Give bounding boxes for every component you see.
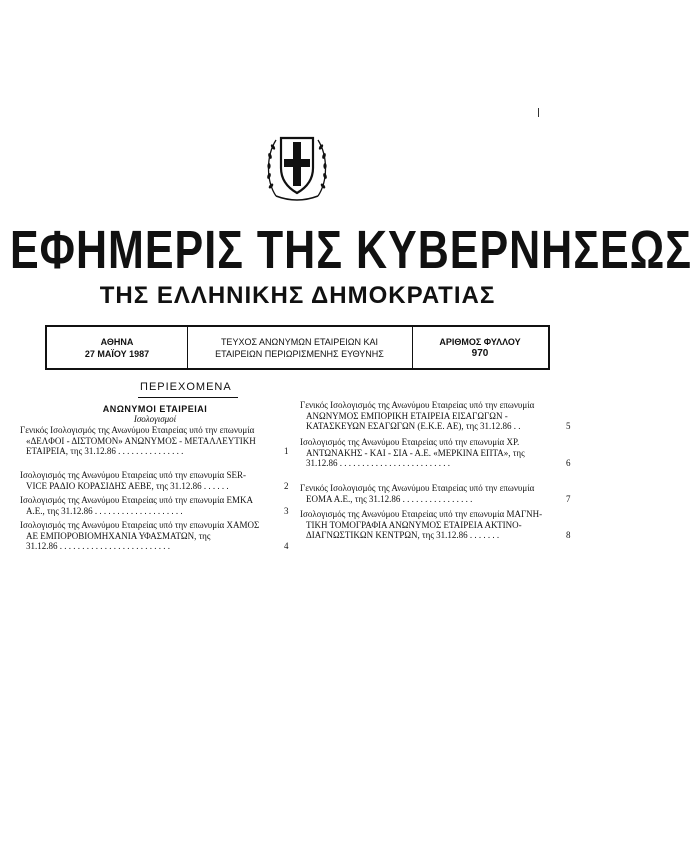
page-corner-mark — [538, 108, 539, 117]
sheet-number: 970 — [471, 347, 489, 359]
entry-line: ΕΟΜΑ Α.Ε., της 31.12.86 . . . . . . . . . . . . . . . . — [306, 493, 473, 504]
issue-series — [187, 327, 413, 368]
entry-page-number: 7 — [566, 493, 571, 504]
subsection-heading: Ισολογισμοί — [133, 414, 177, 424]
contents-entry[interactable] — [20, 425, 289, 457]
entry-page-number: 4 — [284, 541, 289, 551]
entry-line: ΚΑΤΑΣΚΕΥΩΝ ΕΣΑΓΩΓΩΝ (Ε.Κ.Ε. ΑΕ), της 31.12.86 . . — [306, 421, 521, 431]
entry-page-number: 5 — [566, 421, 571, 431]
contents-entry[interactable] — [20, 495, 289, 516]
entry-line: 31.12.86 . . . . . . . . . . . . . . . . . . . . . . . . . — [306, 458, 450, 468]
contents-heading: ΠΕΡΙΕΧΟΜΕΝΑ — [140, 381, 232, 393]
gazette-title: ΕΦΗΜΕΡΙΣ ΤΗΣ ΚΥΒΕΡΝΗΣΕΩΣ — [10, 220, 692, 281]
sheet-number-label: ΑΡΙΘΜΟΣ ΦΥΛΛΟΥ — [439, 336, 521, 347]
issue-city: ΑΘΗΝΑ — [100, 336, 134, 347]
entry-line: Γενικός Ισολογισμός της Ανωνύμου Εταιρείας υπό την επωνυμία — [20, 425, 255, 435]
issue-series-line1: ΤΕΥΧΟΣ ΑΝΩΝΥΜΩΝ ΕΤΑΙΡΕΙΩΝ ΚΑΙ — [220, 336, 379, 347]
section-heading: ΑΝΩΝΥΜΟΙ ΕΤΑΙΡΕΙΑΙ — [102, 404, 208, 414]
entry-line: ΑΕ ΕΜΠΟΡΟΒΙΟΜΗΧΑΝΙΑ ΥΦΑΣΜΑΤΩΝ, της — [26, 530, 211, 541]
entry-line: ΑΝΩΝΥΜΟΣ ΕΜΠΟΡΙΚΗ ΕΤΑΙΡΕΙΑ ΕΙΣΑΓΩΓΩΝ - — [306, 410, 508, 421]
contents-entry[interactable] — [300, 509, 571, 541]
entry-page-number: 3 — [284, 505, 289, 516]
entry-line: ΑΝΤΩΝΑΚΗΣ - ΚΑΙ - ΣΙΑ - Α.Ε. «ΜΕΡΚΙΝΑ ΕΠΤΑ», της — [306, 447, 525, 458]
entry-line: Ισολογισμός της Ανωνύμου Εταιρείας υπό την επωνυμία ΧΑΜΟΣ — [20, 520, 260, 530]
greek-coat-of-arms-icon — [262, 126, 332, 206]
contents-heading-underline — [138, 397, 238, 398]
gazette-subtitle: ΤΗΣ ΕΛΛΗΝΙΚΗΣ ΔΗΜΟΚΡΑΤΙΑΣ — [99, 282, 496, 309]
contents-entry[interactable] — [300, 437, 571, 469]
entry-page-number: 2 — [284, 480, 289, 491]
contents-entry[interactable] — [300, 400, 571, 432]
issue-place-date — [47, 327, 188, 368]
contents-entry[interactable] — [20, 470, 289, 491]
entry-line: «ΔΕΛΦΟΙ - ΔΙΣΤΟΜΟΝ» ΑΝΩΝΥΜΟΣ - ΜΕΤΑΛΛΕΥΤΙΚΗ — [26, 435, 256, 446]
contents-entry[interactable] — [20, 520, 289, 552]
entry-line: 31.12.86 . . . . . . . . . . . . . . . . . . . . . . . . . — [26, 541, 170, 551]
entry-page-number: 8 — [566, 530, 571, 540]
issue-info-box — [45, 325, 550, 370]
entry-line: ΔΙΑΓΝΩΣΤΙΚΩΝ ΚΕΝΤΡΩΝ, της 31.12.86 . . . . . . . — [306, 530, 500, 540]
entry-line: Ισολογισμός της Ανωνύμου Εταιρείας υπό την επωνυμία ΜΑΓΝΗ- — [300, 509, 543, 519]
issue-sheet — [412, 327, 548, 368]
entry-page-number: 1 — [284, 446, 289, 456]
entry-line: ΤΙΚΗ ΤΟΜΟΓΡΑΦΙΑ ΑΝΩΝΥΜΟΣ ΕΤΑΙΡΕΙΑ ΑΚΤΙΝΟ- — [306, 519, 522, 530]
entry-line: ΕΤΑΙΡΕΙΑ, της 31.12.86 . . . . . . . . . . . . . . . — [26, 446, 184, 456]
entry-line: Ισολογισμός της Ανωνύμου Εταιρείας υπό την επωνυμία SER- — [20, 470, 246, 480]
issue-series-line2: ΕΤΑΙΡΕΙΩΝ ΠΕΡΙΩΡΙΣΜΕΝΗΣ ΕΥΘΥΝΗΣ — [215, 348, 384, 359]
entry-line: VICE ΡΑΔΙΟ ΚΟΡΑΣΙΔΗΣ ΑΕΒΕ, της 31.12.86 . . . . . . — [26, 480, 229, 491]
entry-line: Ισολογισμός της Ανωνύμου Εταιρείας υπό την επωνυμία ΕΜΚΑ — [20, 495, 253, 505]
contents-entry[interactable] — [300, 483, 571, 504]
entry-page-number: 6 — [566, 458, 571, 468]
entry-line: Γενικός Ισολογισμός της Ανωνύμου Εταιρείας υπό την επωνυμία — [300, 400, 535, 410]
entry-line: Α.Ε., της 31.12.86 . . . . . . . . . . . . . . . . . . . . — [26, 505, 183, 516]
issue-date: 27 ΜΑΪΟΥ 1987 — [84, 348, 150, 359]
entry-line: Γενικός Ισολογισμός της Ανωνύμου Εταιρείας υπό την επωνυμία — [300, 483, 535, 493]
entry-line: Ισολογισμός της Ανωνύμου Εταιρείας υπό την επωνυμία ΧΡ. — [300, 437, 520, 447]
